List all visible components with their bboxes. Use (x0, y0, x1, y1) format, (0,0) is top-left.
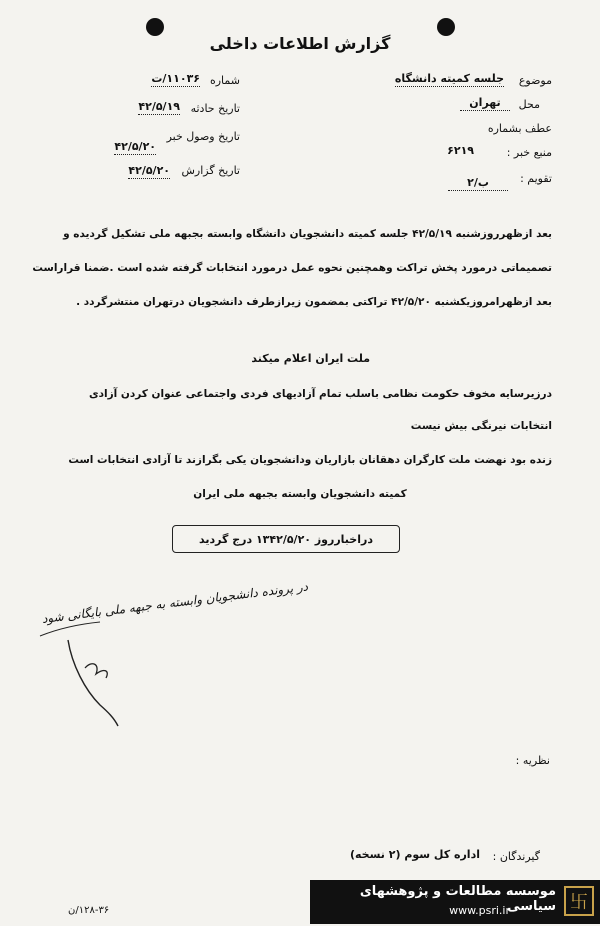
place-value: تهران (460, 96, 510, 111)
event-date-label: تاریخ حادثه (190, 102, 240, 115)
handwritten-note: در پرونده دانشجویان وابسته به جبهه ملی بایگانی شود (41, 579, 309, 626)
report-date-label: تاریخ گزارش (181, 164, 240, 177)
leaflet-heading: ملت ایران اعلام میکند (251, 352, 370, 365)
document-number: ۱۲۸-۳۶/ن (68, 905, 110, 916)
received-date-value: ۴۲/۵/۲۰ (114, 140, 156, 153)
leaflet-line-2: انتخابات نیرنگی بیش نیست (410, 420, 552, 432)
institute-logo-icon: 卐 (564, 886, 594, 916)
reference-label: عطف بشماره (487, 122, 552, 135)
institute-website[interactable]: www.psri.ir (449, 904, 510, 917)
place-label: محل (518, 98, 540, 111)
recipients-label: گیرندگان : (492, 850, 540, 863)
body-line-1: بعد ازظهرروزشنبه ۴۲/۵/۱۹ جلسه کمیته دانشجویان دانشگاه وابسته بجبهه ملی تشکیل گردیده و (63, 228, 552, 240)
page-title: گزارش اطلاعات داخلی (209, 34, 391, 53)
leaflet-signature: کمیته دانشجویان وابسته بجبهه ملی ایران (193, 488, 407, 500)
body-line-3: بعد ازظهرامروزیکشنبه ۴۲/۵/۲۰ تراکتی بمضمون زیرازطرف دانشجویان درتهران منتشرگردد . (76, 296, 552, 308)
rating-value: ب/۲ (448, 176, 508, 191)
number-label: شماره (209, 74, 240, 87)
leaflet-line-3: زنده بود نهضت ملت کارگران دهقانان بازاریان ودانشجویان یکی بگرازند تا آزادی انتخابات است (68, 454, 552, 466)
subject-value: جلسه کمیته دانشگاه (394, 72, 504, 85)
source-value: ۶۲۱۹ (447, 144, 474, 157)
report-date-value: ۴۲/۵/۲۰ (128, 164, 170, 177)
opinion-label: نظریه : (515, 754, 550, 767)
rating-label: تقویم : (520, 172, 552, 185)
received-date-label: تاریخ وصول خبر (166, 130, 240, 143)
recipients-value: اداره کل سوم (۲ نسخه) (349, 848, 480, 861)
institute-name: موسسه مطالعات و پژوهشهای سیاسی (359, 884, 556, 914)
number-value: ۱۱۰۳۶/ت (151, 72, 200, 85)
subject-label: موضوع (518, 74, 552, 87)
newspaper-stamp: دراخبارروز ۱۳۴۲/۵/۲۰ درج گردید (172, 525, 400, 553)
body-line-2: تصمیماتی درمورد پخش تراکت وهمچنین نحوه عمل درمورد انتخابات گرفته شده است .ضمنا قراراست (32, 262, 552, 274)
institute-footer (310, 880, 600, 924)
source-label: منبع خبر : (506, 146, 552, 159)
event-date-value: ۴۲/۵/۱۹ (138, 100, 180, 113)
leaflet-line-1: درزیرسایه مخوف حکومت نظامی باسلب تمام آزادیهای فردی واجتماعی عنوان کردن آزادی (88, 388, 552, 400)
